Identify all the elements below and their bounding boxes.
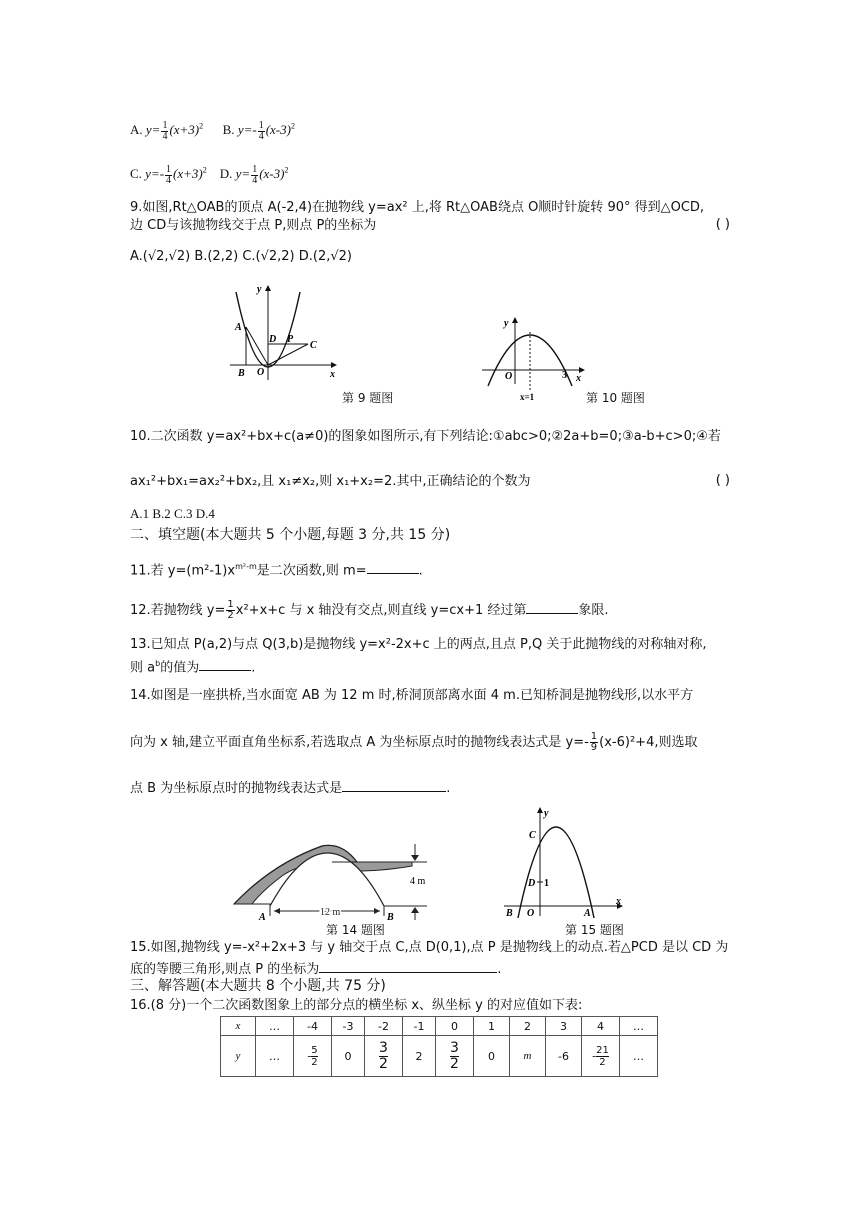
figure-14 xyxy=(232,836,442,920)
table-cell: -1 xyxy=(403,1017,436,1036)
table-cell: 3 xyxy=(546,1017,582,1036)
table-cell: $\frac{3}{2}$ xyxy=(365,1036,403,1077)
fig9-label-o: O xyxy=(257,367,265,378)
q9-line2: 边 CD与该抛物线交于点 P,则点 P的坐标为 xyxy=(130,218,377,233)
fig15-caption: 第 15 题图 xyxy=(565,923,624,937)
q13-line1: 13.已知点 P(a,2)与点 Q(3,b)是抛物线 y=x²-2x+c 上的两点,且点 P,Q 关于此抛物线的对称轴对称, xyxy=(130,637,707,652)
q9-answer-paren[interactable]: ( ) xyxy=(715,217,730,232)
fig9-label-x: x xyxy=(330,369,335,380)
fig15-label-1: 1 xyxy=(544,878,549,889)
fig10-label-x: x xyxy=(576,373,581,384)
table-cell: 2 xyxy=(510,1017,546,1036)
table-cell: - $\frac{5}{2}$ xyxy=(294,1036,332,1077)
q8-options-ab xyxy=(130,118,295,142)
table-cell: 1 xyxy=(474,1017,510,1036)
table-cell: 0 xyxy=(436,1017,474,1036)
fig15-label-y: y xyxy=(544,808,549,819)
q11-answer-blank[interactable] xyxy=(367,559,419,574)
q15-answer-blank[interactable] xyxy=(319,958,497,973)
fig14-label-a: A xyxy=(259,912,266,920)
q10-options[interactable]: A.1 B.2 C.3 D.4 xyxy=(130,506,215,521)
table-cell: -4 xyxy=(294,1017,332,1036)
q10-line2: ax₁²+bx₁=ax₂²+bx₂,且 x₁≠x₂,则 x₁+x₂=2.其中,正确结论的个数为 xyxy=(130,474,531,489)
q16-text: 16.(8 分)一个二次函数图象上的部分点的横坐标 x、纵坐标 y 的对应值如下表: xyxy=(130,998,583,1013)
q14-line2: 向为 x 轴,建立平面直角坐标系,若选取点 A 为坐标原点时的抛物线表达式是 y=- $\frac{1}{9}$ (x-6)²+4,则选取 xyxy=(130,731,698,753)
table-cell: m xyxy=(510,1036,546,1077)
q14-line1: 14.如图是一座拱桥,当水面宽 AB 为 12 m 时,桥洞顶部离水面 4 m.已知桥洞是抛物线形,以水平方 xyxy=(130,688,694,703)
fig15-label-c: C xyxy=(529,830,536,841)
fig15-label-a: A xyxy=(584,908,591,918)
fig15-label-b: B xyxy=(506,908,513,918)
table-cell: … xyxy=(620,1036,658,1077)
fig10-label-3: 3 xyxy=(562,370,567,381)
fig9-label-d: D xyxy=(269,334,277,345)
fig9-label-p: P xyxy=(287,334,294,345)
fig10-label-o: O xyxy=(505,371,513,382)
table-row-x xyxy=(221,1017,658,1036)
fig14-label-height: 4 m xyxy=(410,876,426,887)
fig9-label-a: A xyxy=(235,322,242,333)
q8-option-a[interactable]: A. y= $\frac{1}{4}$ $(x+3)^2$ xyxy=(130,119,204,142)
fig9-caption: 第 9 题图 xyxy=(342,391,394,405)
table-header-x: x xyxy=(221,1017,256,1036)
fig10-label-y: y xyxy=(504,318,509,329)
q15-line2: 底的等腰三角形,则点 P 的坐标为 . xyxy=(130,958,501,979)
table-cell: $\frac{3}{2}$ xyxy=(436,1036,474,1077)
fig9-label-c: C xyxy=(310,340,317,351)
table-cell: … xyxy=(256,1036,294,1077)
fig10-label-axis: x=1 xyxy=(520,392,535,402)
q13-answer-blank[interactable] xyxy=(199,656,251,671)
table-cell: 2 xyxy=(403,1036,436,1077)
section-3-heading: 三、解答题(本大题共 8 个小题,共 75 分) xyxy=(130,978,386,994)
q12: 12.若抛物线 y= $\frac{1}{2}$ x²+x+c 与 x 轴没有交点,则直线 y=cx+1 经过第 象限. xyxy=(130,599,609,621)
table-cell: … xyxy=(620,1017,658,1036)
q8-option-b[interactable]: B. y=- $\frac{1}{4}$ $(x-3)^2$ xyxy=(222,119,295,142)
q14-answer-blank[interactable] xyxy=(342,777,446,792)
q11: 11.若 $y=(m^2-1)x^{m^2-m}$是二次函数,则 m= . xyxy=(130,558,423,580)
q12-answer-blank[interactable] xyxy=(526,599,578,614)
table-header-y: y xyxy=(221,1036,256,1077)
figure-9 xyxy=(226,282,346,382)
fig9-label-y: y xyxy=(257,284,262,295)
q8-option-c[interactable]: C. y=- $\frac{1}{4}$ $(x+3)^2$ xyxy=(130,163,207,186)
fig14-label-b: B xyxy=(387,912,394,920)
fig15-label-o: O xyxy=(527,908,535,918)
figure-10 xyxy=(478,312,588,402)
fig10-caption: 第 10 题图 xyxy=(586,391,645,405)
q16-value-table xyxy=(220,1016,658,1077)
fig14-label-width: 12 m xyxy=(320,907,341,918)
section-2-heading: 二、填空题(本大题共 5 个小题,每题 3 分,共 15 分) xyxy=(130,527,451,543)
q10-answer-paren[interactable]: ( ) xyxy=(715,473,730,488)
table-cell: 0 xyxy=(474,1036,510,1077)
q10-line1: 10.二次函数 y=ax²+bx+c(a≠0)的图象如图所示,有下列结论:①abc>0;②2a+b=0;③a-b+c>0;④若 xyxy=(130,429,721,444)
table-cell: 0 xyxy=(332,1036,365,1077)
fig15-label-d: D xyxy=(528,878,536,889)
q14-line3: 点 B 为坐标原点时的抛物线表达式是 . xyxy=(130,777,450,798)
table-cell: -6 xyxy=(546,1036,582,1077)
fig15-label-x: x xyxy=(616,896,621,907)
q8-option-d[interactable]: D. y= $\frac{1}{4}$ $(x-3)^2$ xyxy=(219,163,289,186)
q9-options[interactable]: A.(√2,√2) B.(2,2) C.(√2,2) D.(2,√2) xyxy=(130,249,353,264)
table-cell: -3 xyxy=(332,1017,365,1036)
table-cell: … xyxy=(256,1017,294,1036)
table-row-y xyxy=(221,1036,658,1077)
q9-line1: 9.如图,Rt△OAB的顶点 A(-2,4)在抛物线 y=ax² 上,将 Rt△OAB绕点 O顺时针旋转 90° 得到△OCD, xyxy=(130,200,705,215)
table-cell: -2 xyxy=(365,1017,403,1036)
q8-options-cd xyxy=(130,162,288,186)
table-cell: 4 xyxy=(582,1017,620,1036)
fig9-label-b: B xyxy=(238,368,245,379)
table-cell: - $\frac{21}{2}$ xyxy=(582,1036,620,1077)
q13-line2: 则 $a^b$的值为 . xyxy=(130,655,255,677)
q15-line1: 15.如图,抛物线 y=-x²+2x+3 与 y 轴交于点 C,点 D(0,1),点 P 是抛物线上的动点.若△PCD 是以 CD 为 xyxy=(130,940,729,955)
figure-15 xyxy=(502,806,626,918)
fig14-caption: 第 14 题图 xyxy=(326,923,385,937)
